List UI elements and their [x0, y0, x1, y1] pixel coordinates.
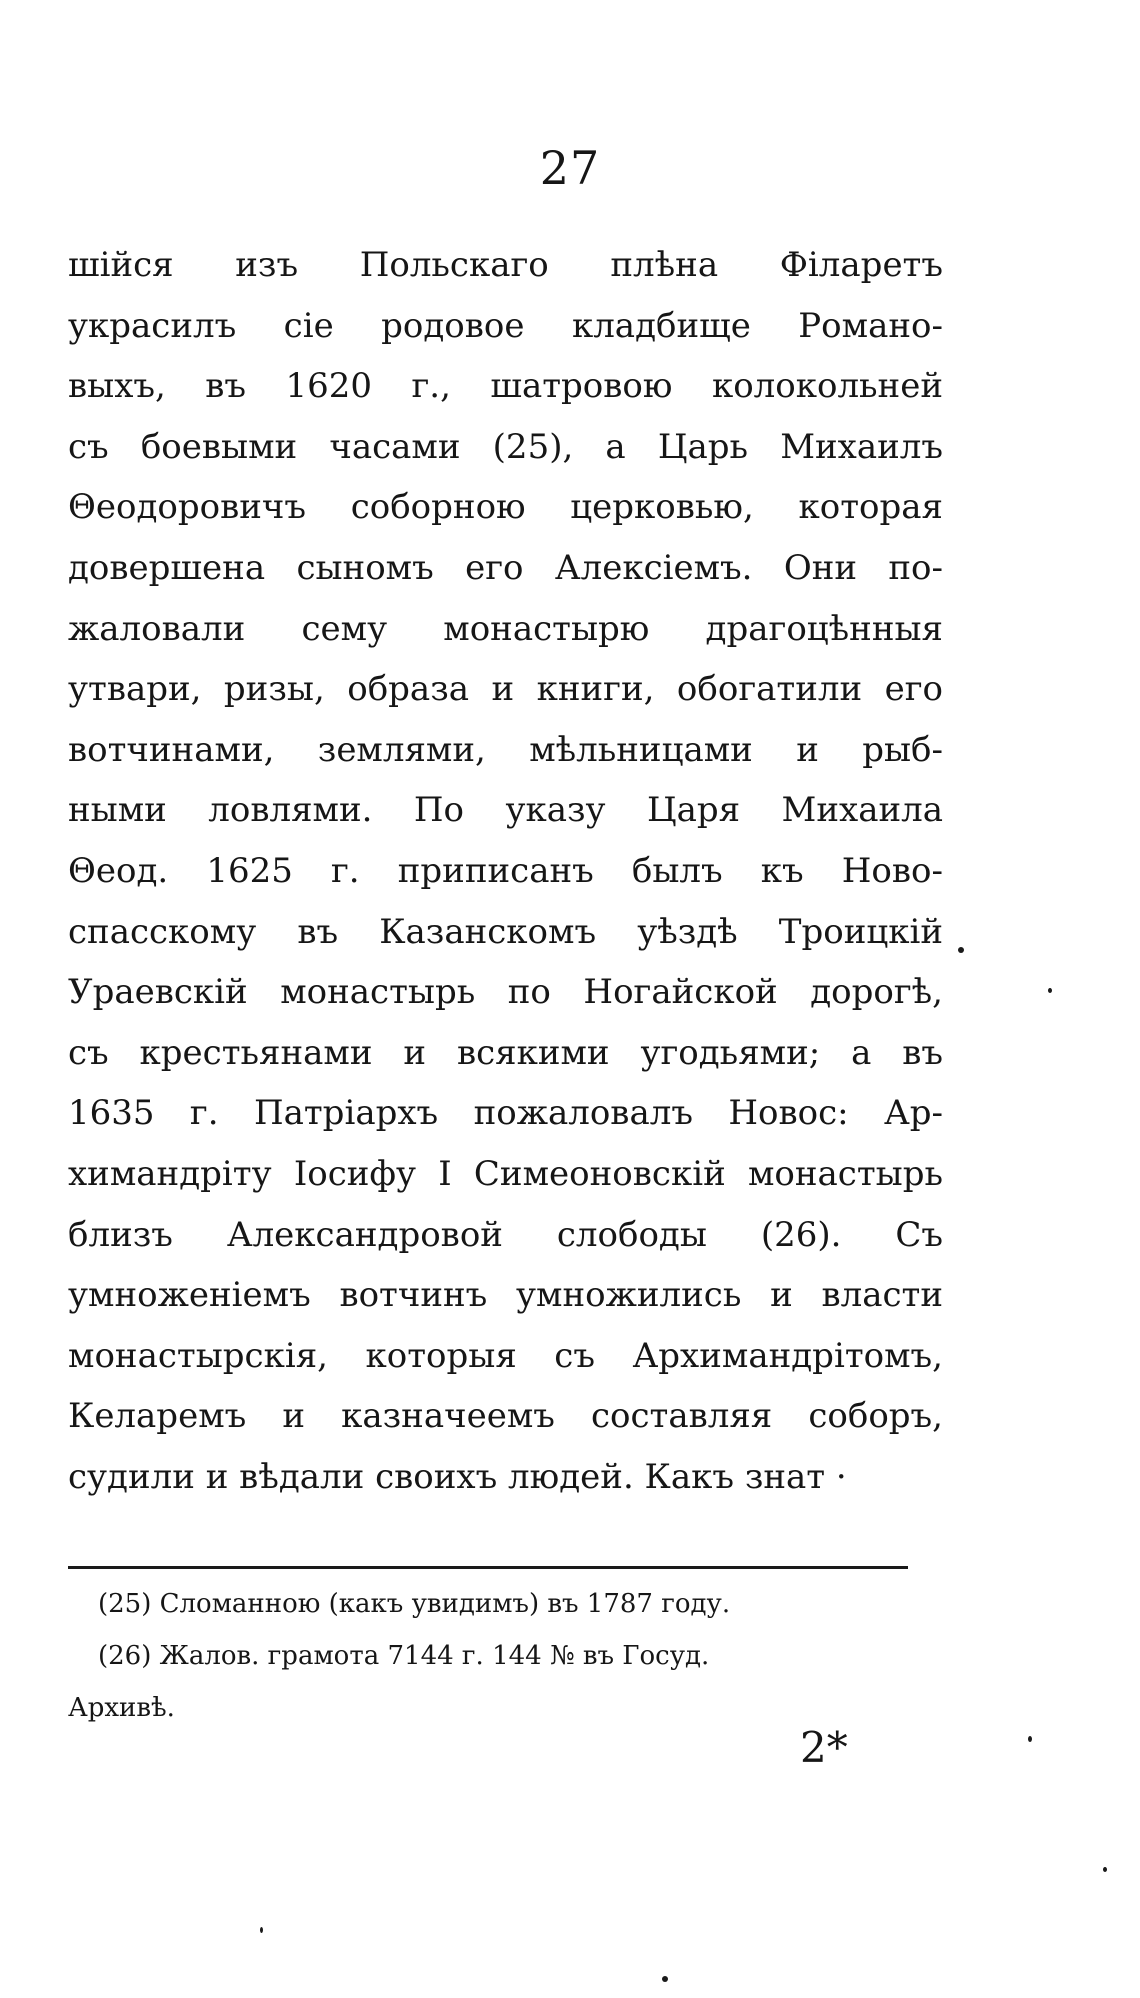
footnote-26-continuation: Архивѣ. [68, 1693, 175, 1723]
body-line: Θеодоровичъ соборною церковью, которая [68, 487, 943, 528]
body-line: довершена сыномъ его Алексіемъ. Они по- [68, 547, 943, 588]
body-line: химандріту Іосифу I Симеоновскій монастырь [68, 1153, 943, 1194]
body-line: шійся изъ Польскаго плѣна Філаретъ [68, 245, 943, 285]
body-line: Θеод. 1625 г. приписанъ былъ къ Ново- [68, 850, 943, 891]
body-line-last: судили и вѣдали своихъ людей. Какъ знат · [68, 1456, 847, 1497]
footnote-divider [68, 1566, 908, 1569]
body-line: украсилъ сіе родовое кладбище Романо- [68, 305, 943, 346]
signature-mark: 2* [800, 1723, 848, 1772]
body-line: вотчинами, землями, мѣльницами и рыб- [68, 729, 943, 770]
print-speck [662, 1976, 668, 1982]
print-speck [1103, 1867, 1107, 1872]
body-text [68, 235, 943, 1507]
footnote-26: (26) Жалов. грамота 7144 г. 144 № въ Госуд. [98, 1641, 710, 1671]
body-line: съ крестьянами и всякими угодьями; а въ [68, 1032, 943, 1073]
body-line: спасскому въ Казанскомъ уѣздѣ Троицкій [68, 911, 943, 952]
print-speck [1048, 988, 1052, 993]
body-line: Ураевскій монастырь по Ногайской дорогѣ, [68, 972, 943, 1013]
body-line: близъ Александровой слободы (26). Съ [68, 1214, 943, 1255]
body-line: ными ловлями. По указу Царя Михаила [68, 790, 943, 831]
body-line: выхъ, въ 1620 г., шатровою колокольней [68, 366, 943, 407]
body-line: утвари, ризы, образа и книги, обогатили его [68, 669, 943, 710]
body-line: Келаремъ и казначеемъ составляя соборъ, [68, 1396, 943, 1437]
body-line: умноженіемъ вотчинъ умножились и власти [68, 1275, 943, 1316]
footnotes [68, 1578, 943, 1734]
print-speck [260, 1927, 263, 1933]
print-speck [958, 947, 964, 953]
body-line: 1635 г. Патріархъ пожаловалъ Новос: Ар- [68, 1093, 943, 1134]
footnote-25: (25) Сломанною (какъ увидимъ) въ 1787 году. [98, 1589, 731, 1619]
body-line: жаловали сему монастырю драгоцѣнныя [68, 608, 943, 649]
print-speck [1028, 1736, 1032, 1742]
body-line: съ боевыми часами (25), а Царь Михаилъ [68, 426, 943, 467]
page-number: 27 [539, 141, 601, 195]
body-line: монастырскія, которыя съ Архимандрітомъ, [68, 1335, 943, 1376]
